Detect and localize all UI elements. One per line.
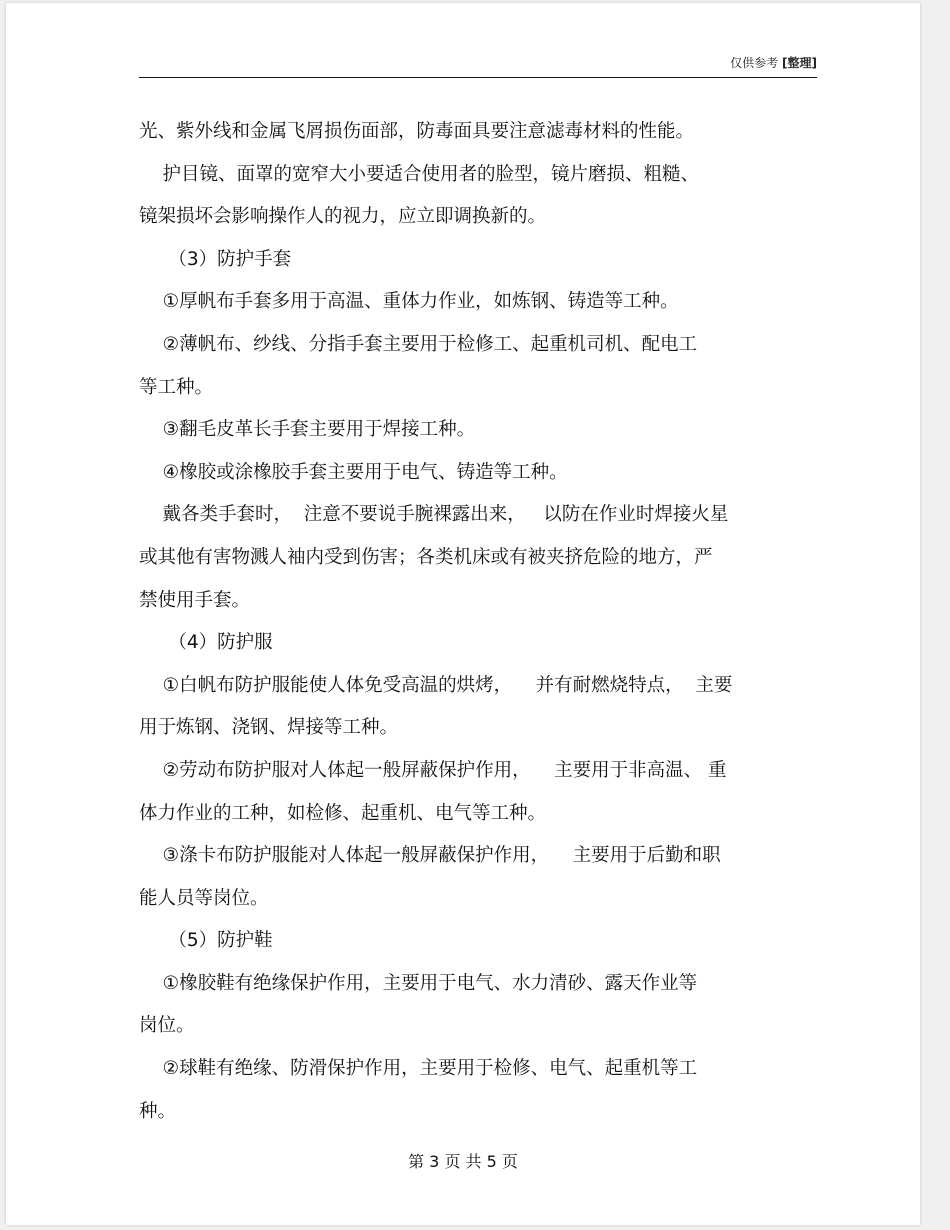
header-rule bbox=[139, 77, 817, 78]
text-line: 或其他有害物溅人袖内受到伤害；各类机床或有被夹挤危险的地方，严 bbox=[139, 546, 713, 568]
text-line: 戴各类手套时， 注意不要说手腕裸露出来， 以防在作业时焊接火星 bbox=[139, 504, 729, 526]
text-line: 护目镜、面罩的宽窄大小要适合使用者的脸型，镜片磨损、粗糙、 bbox=[139, 163, 700, 185]
text-line: 等工种。 bbox=[139, 376, 214, 398]
text-line: 禁使用手套。 bbox=[139, 589, 251, 611]
page-footer: 第 3 页 共 5 页 bbox=[408, 1152, 518, 1171]
text-line: ③翻毛皮革长手套主要用于焊接工种。 bbox=[139, 419, 476, 441]
text-line: ①白帆布防护服能使人体免受高温的烘烤， 并有耐燃烧特点， 主要 bbox=[139, 674, 733, 696]
text-line: ②薄帆布、纱线、分指手套主要用于检修工、起重机司机、配电工 bbox=[139, 333, 698, 355]
text-line: 体力作业的工种，如检修、起重机、电气等工种。 bbox=[139, 802, 547, 824]
text-line: 种。 bbox=[139, 1100, 177, 1122]
section-heading: （5）防护鞋 bbox=[139, 930, 273, 952]
text-line: ②劳动布防护服对人体起一般屏蔽保护作用， 主要用于非高温、 重 bbox=[139, 759, 727, 781]
text-line: 镜架损坏会影响操作人的视力，应立即调换新的。 bbox=[139, 206, 547, 228]
document-page bbox=[6, 3, 920, 1225]
text-line: ①厚帆布手套多用于高温、重体力作业，如炼钢、铸造等工种。 bbox=[139, 291, 679, 313]
text-line: ④橡胶或涂橡胶手套主要用于电气、铸造等工种。 bbox=[139, 461, 568, 483]
page-header bbox=[139, 55, 817, 71]
section-heading: （4）防护服 bbox=[139, 632, 273, 654]
header-bracket: [整理] bbox=[782, 56, 817, 70]
body-text bbox=[139, 111, 819, 1133]
text-line: 岗位。 bbox=[139, 1015, 195, 1037]
section-heading: （3）防护手套 bbox=[139, 248, 292, 270]
text-line: 能人员等岗位。 bbox=[139, 887, 269, 909]
text-line: ②球鞋有绝缘、防滑保护作用，主要用于检修、电气、起重机等工 bbox=[139, 1058, 698, 1080]
text-line: ①橡胶鞋有绝缘保护作用，主要用于电气、水力清砂、露天作业等 bbox=[139, 972, 698, 994]
text-line: 用于炼钢、浇钢、焊接等工种。 bbox=[139, 717, 399, 739]
text-line: ③涤卡布防护服能对人体起一般屏蔽保护作用， 主要用于后勤和职 bbox=[139, 845, 721, 867]
header-text: 仅供参考 bbox=[730, 56, 779, 70]
text-line: 光、紫外线和金属飞屑损伤面部，防毒面具要注意滤毒材料的性能。 bbox=[139, 121, 695, 142]
